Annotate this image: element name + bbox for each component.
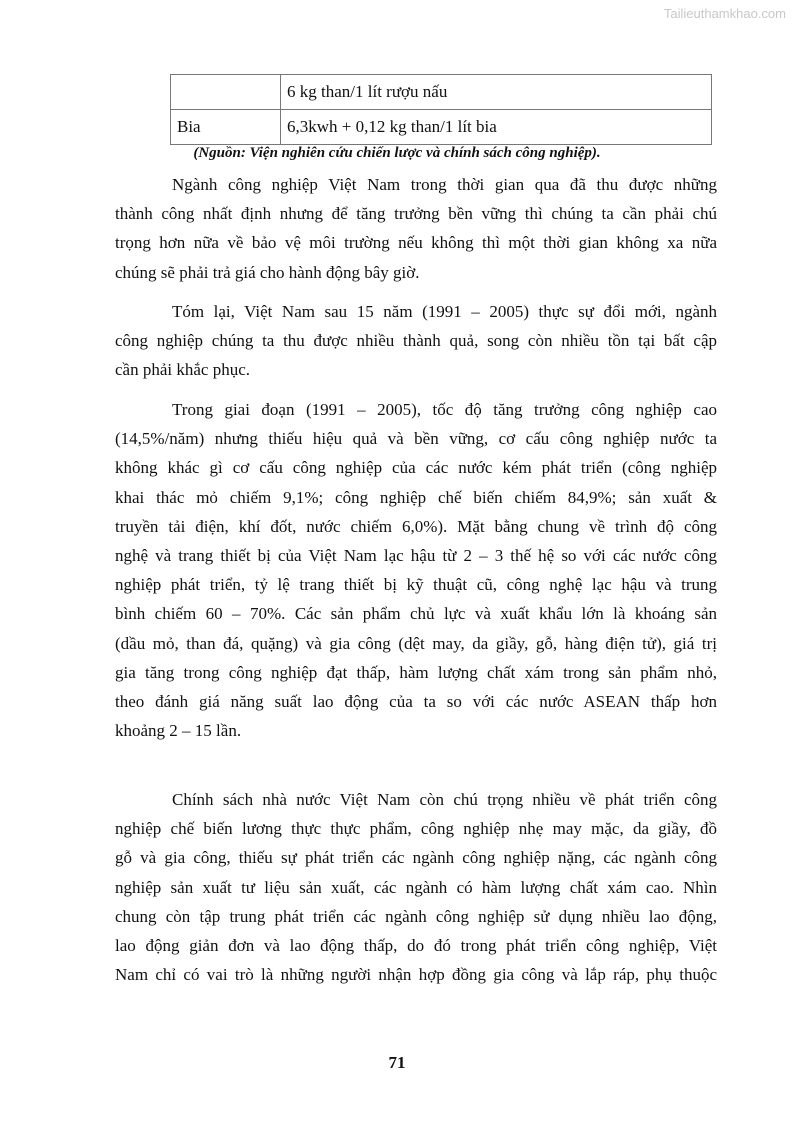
text-line-content: truyền tải điện, khí đốt, nước chiếm 6,0%). Mặt bằng chung về trình độ công: [115, 516, 717, 536]
text-line-content: không khác gì cơ cấu công nghiệp của các nước kém phát triển (công nghiệp: [115, 458, 717, 478]
text-line-content: khai thác mỏ chiếm 9,1%; công nghiệp chế biến chiếm 84,9%; sản xuất &: [115, 487, 717, 507]
text-line: [115, 629, 717, 658]
text-line-content: nghiệp phát triển, tỷ lệ trang thiết bị kỹ thuật cũ, công nghệ lạc hậu và trung: [115, 575, 717, 595]
text-line-content: Tóm lại, Việt Nam sau 15 năm (1991 – 2005) thực sự đổi mới, ngành: [172, 302, 717, 321]
text-line: [115, 297, 717, 326]
watermark: Tailieuthamkhao.com: [663, 6, 786, 21]
text-line: [115, 814, 717, 843]
text-line: [115, 199, 717, 228]
text-line-content: nghiệp chế biến lương thực thực phẩm, công nghiệp nhẹ may mặc, da giầy, đồ: [115, 819, 717, 839]
text-line-content: chúng sẽ phải trả giá cho hành động bây giờ.: [115, 262, 420, 282]
text-line-content: gia tăng trong công nghiệp đạt thấp, hàm lượng chất xám trong sản phẩm nhỏ,: [115, 662, 717, 682]
table-cell: Bia: [171, 110, 281, 145]
text-line: [115, 785, 717, 814]
paragraph: [115, 297, 717, 385]
paragraph: [115, 395, 717, 745]
text-line-content: trọng hơn nữa về bảo vệ môi trường nếu không thì một thời gian không xa nữa: [115, 233, 717, 253]
table-cell: 6,3kwh + 0,12 kg than/1 lít bia: [281, 110, 712, 145]
text-line: [115, 873, 717, 902]
text-line-content: Trong giai đoạn (1991 – 2005), tốc độ tăng trưởng công nghiệp cao: [172, 400, 717, 419]
text-line: [115, 395, 717, 424]
page-number: 71: [388, 1053, 406, 1072]
source-note: (Nguồn: Viện nghiên cứu chiến lược và chính sách công nghiệp).: [193, 145, 601, 161]
text-line: [115, 541, 717, 570]
text-line: [115, 843, 717, 872]
table-cell: [171, 75, 281, 110]
text-line-content: lao động giản đơn và lao động thấp, do đó trong phát triển công nghiệp, Việt: [115, 935, 717, 955]
text-line: [115, 228, 717, 257]
text-line: [115, 716, 717, 745]
text-line: [115, 512, 717, 541]
text-line-content: (14,5%/năm) nhưng thiếu hiệu quả và bền vững, cơ cấu công nghiệp nước ta: [115, 429, 717, 449]
energy-consumption-table: [170, 74, 712, 145]
text-line-content: khoảng 2 – 15 lần.: [115, 721, 242, 741]
text-line-content: Nam chỉ có vai trò là những người nhận hợp đồng gia công và lắp ráp, phụ thuộc: [115, 965, 717, 985]
text-line: [115, 326, 717, 355]
text-line: [115, 658, 717, 687]
text-line-content: nghệ và trang thiết bị của Việt Nam lạc hậu từ 2 – 3 thế hệ so với các nước công: [115, 545, 717, 565]
text-line: [115, 170, 717, 199]
text-line-content: Ngành công nghiệp Việt Nam trong thời gian qua đã thu được những: [172, 175, 717, 194]
table-row: [171, 75, 712, 110]
text-line-content: theo đánh giá năng suất lao động của ta so với các nước ASEAN thấp hơn: [115, 691, 717, 711]
text-line: [115, 960, 717, 989]
paragraph: [115, 785, 717, 989]
text-line: [115, 258, 717, 287]
text-line-content: Chính sách nhà nước Việt Nam còn chú trọng nhiều về phát triển công: [172, 790, 717, 809]
table-row: [171, 110, 712, 145]
text-line-content: thành công nhất định nhưng để tăng trưởng bền vững thì chúng ta cần phải chú: [115, 204, 717, 224]
text-line: [115, 902, 717, 931]
text-line: [115, 453, 717, 482]
text-line: [115, 570, 717, 599]
text-line: [115, 687, 717, 716]
text-line: [115, 483, 717, 512]
text-line-content: cần phải khắc phục.: [115, 360, 250, 380]
table-cell: 6 kg than/1 lít rượu nấu: [281, 75, 712, 110]
text-line: [115, 355, 717, 384]
text-line: [115, 424, 717, 453]
paragraph: [115, 170, 717, 287]
text-line-content: công nghiệp chúng ta thu được nhiều thành quả, song còn nhiều tồn tại bất cập: [115, 331, 717, 351]
text-line-content: (dầu mỏ, than đá, quặng) và gia công (dệt may, da giầy, gỗ, hàng điện tử), giá trị: [115, 633, 717, 653]
text-line: [115, 931, 717, 960]
text-line: [115, 599, 717, 628]
text-line-content: gỗ và gia công, thiếu sự phát triển các ngành công nghiệp nặng, các ngành công: [115, 848, 717, 868]
text-line-content: bình chiếm 60 – 70%. Các sản phẩm chủ lực và xuất khẩu lớn là khoáng sản: [115, 604, 717, 624]
text-line-content: chung còn tập trung phát triển các ngành công nghiệp sử dụng nhiều lao động,: [115, 906, 717, 926]
text-line-content: nghiệp sản xuất tư liệu sản xuất, các ngành có hàm lượng chất xám cao. Nhìn: [115, 877, 717, 897]
